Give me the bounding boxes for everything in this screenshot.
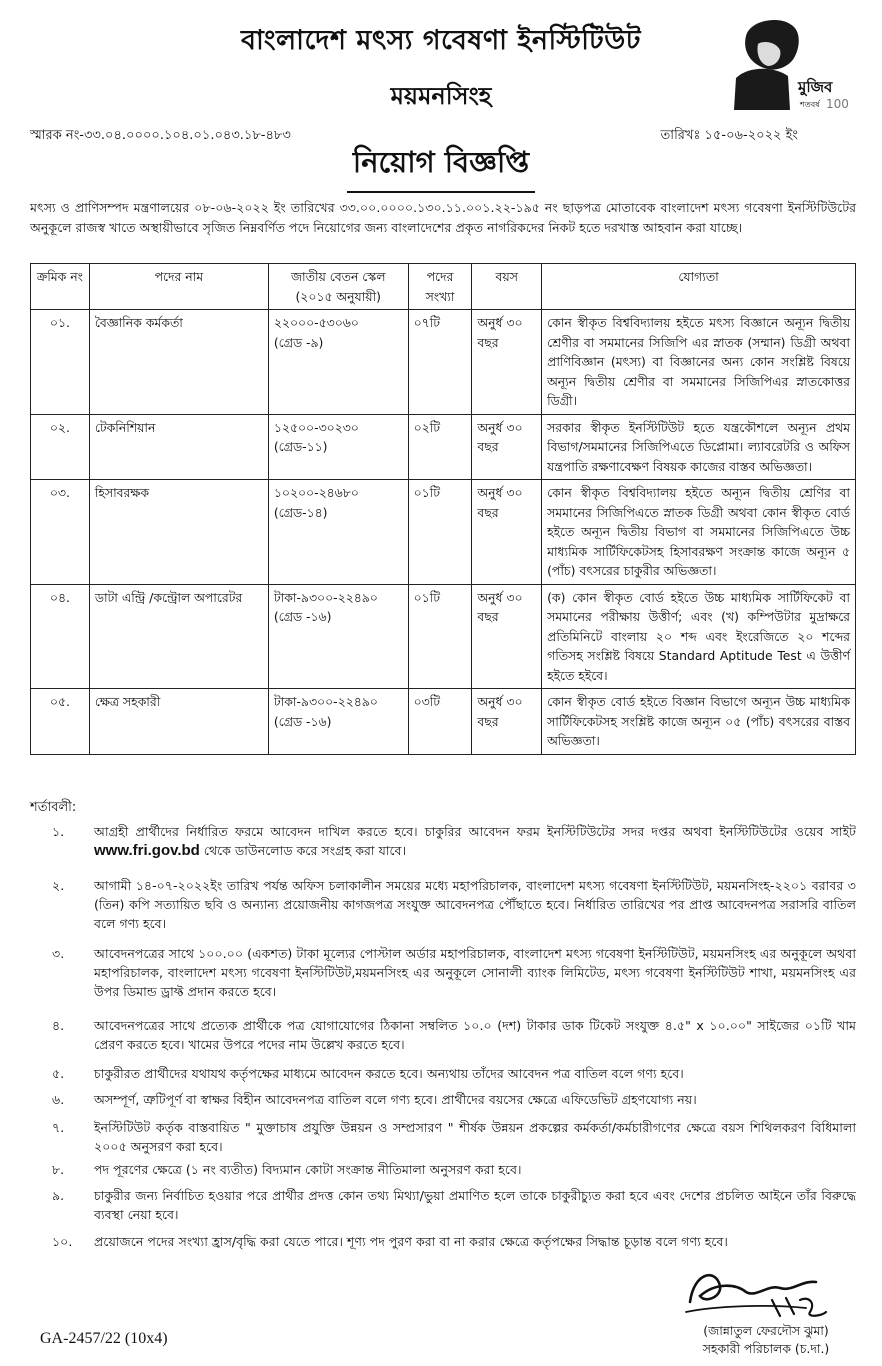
condition-item [30,1160,856,1179]
condition-item [30,822,856,860]
condition-item [30,1232,856,1251]
condition-text-part: আগ্রহী প্রার্থীদের নির্ধারিত ফরমে আবেদন দাখিল করতে হবে। চাকুরির আবেদন ফরম ইনস্টিটিউটের সদর দপ্তর অথবা ইনস্টিটিউটের ওয়েব সাইট [94,824,856,839]
row-qualification: কোন স্বীকৃত বোর্ড হইতে বিজ্ঞান বিভাগে অন্যূন উচ্চ মাধ্যমিক সার্টিফিকেটসহ সংশ্লিষ্ট কাজে অন্যূন ০৫ (পাঁচ) বৎসরের বাস্তব অভিজ্ঞতা। [542,689,856,755]
header-serial: ক্রমিক নং [31,264,90,310]
row-post: হিসাবরক্ষক [89,480,268,585]
row-qualification: কোন স্বীকৃত বিশ্ববিদ্যালয় হইতে অন্যূন দ্বিতীয় শ্রেণির বা সমমানের সিজিপিএতে স্নাতক ডিগ্রী অথবা কোন স্বীকৃত বোর্ড হইতে অন্যূন দ্বিতীয় বিভাগ বা সমমানের সিজিপিএতে উচ্চ মাধ্যমিক সার্টিফিকেটসহ হিসাবরক্ষণ সংক্রান্ত কাজে অন্যূন ৫ (পাঁচ) বৎসরের চাকুরীর অভিজ্ঞতা। [542,480,856,585]
scale-value: টাকা-৯৩০০-২২৪৯০ [273,589,378,605]
condition-number: ১০. [52,1234,73,1249]
condition-item [30,1118,856,1156]
scale-value: ১২৫০০-৩০২৩০ [273,419,359,435]
scale-value: ২২০০০-৫৩০৬০ [273,315,359,330]
row-count: ০১টি [408,480,472,585]
grade-value: (গ্রেড-১৪) [273,504,328,520]
condition-number: ২. [52,878,65,893]
intro-paragraph: মৎস্য ও প্রাণিসম্পদ মন্ত্রণালয়ের ০৮-০৬-২০২২ ইং তারিখের ৩৩.০০.০০০০.১৩০.১১.০০১.২২-১৯৫ নং ছাড়পত্র মোতাবেক বাংলাদেশ মৎস্য গবেষণা ইনস্টিটিউটের অনুকূলে রাজস্ব খাতে অস্থায়ীভাবে সৃজিত নিম্নবর্ণিত পদে নিয়োগের জন্য বাংলাদেশের প্রকৃত নাগরিকদের নিকট হতে দরখাস্ত আহবান করা যাচ্ছে। [30,200,856,235]
notice-title: নিয়োগ বিজ্ঞপ্তি [347,140,535,193]
condition-text: পদ পূরণের ক্ষেত্রে (১ নং ব্যতীত) বিদ্যমান কোটা সংক্রান্ত নীতিমালা অনুসরণ করা হবে। [94,1162,522,1177]
row-qualification: কোন স্বীকৃত বিশ্ববিদ্যালয় হইতে মৎস্য বিজ্ঞানে অন্যূন দ্বিতীয় শ্রেণীর বা সমমানের সিজিপি এর স্নাতক (সম্মান) ডিগ্রী অথবা প্রাণিবিজ্ঞান (মৎস্য) বা বিজ্ঞানের অন্য কোন সংশ্লিষ্ট বিষয়ে অন্যূন দ্বিতীয় শ্রেণীর বা সমমানের সিজিপিএর স্নাতকোত্তর ডিগ্রী। [542,310,856,415]
posts-table [30,263,856,755]
condition-number: ৯. [52,1188,65,1203]
condition-number: ৮. [52,1162,65,1177]
header-age: বয়স [472,264,542,310]
row-count: ০১টি [408,584,472,689]
mujib-borsho-logo [728,14,850,114]
row-post: ডাটা এন্ট্রি /কন্ট্রোল অপারেটর [89,584,268,689]
scale-value: ১০২০০-২৪৬৮০ [273,485,359,500]
advertisement-code: GA-2457/22 (10x4) [40,1330,168,1347]
table-row [31,689,856,755]
table-row [31,584,856,689]
condition-text: আবেদনপত্রের সাথে ১০০.০০ (একশত) টাকা মূল্যের পোস্টাল অর্ডার মহাপরিচালক, বাংলাদেশ মৎস্য গবেষণা ইনস্টিটিউট, ময়মনসিংহ এর অনুকূলে অথবা মহাপরিচালক, বাংলাদেশ মৎস্য গবেষণা ইনস্টিটিউট,ময়মনসিংহ এর অনুকূলে সোনালী ব্যাংক লিমিটেড, মৎস্য গবেষণা ইনস্টিটিউট শাখা, ময়মনসিংহ এর উপর ডিমান্ড ড্রাফ্ট প্রদান করতে হবে। [94,946,856,999]
condition-text: প্রয়োজনে পদের সংখ্যা হ্রাস/বৃদ্ধি করা যেতে পারে। শূণ্য পদ পুরণ করা বা না করার ক্ষেত্রে কর্তৃপক্ষের সিদ্ধান্ত চূড়ান্ত বলে গণ্য হবে। [94,1234,728,1249]
row-count: ০৩টি [408,689,472,755]
condition-text [94,822,856,860]
notice-title-wrap [0,140,882,193]
condition-text: অসম্পূর্ণ, ত্রুটিপূর্ণ বা স্বাক্ষর বিহীন আবেদনপত্র বাতিল বলে গণ্য হবে। প্রার্থীদের বয়সের ক্ষেত্রে এফিডেভিট গ্রহণযোগ্য নয়। [94,1092,697,1107]
condition-text: ইনস্টিটিউট কর্তৃক বাস্তবায়িত " মুক্তাচাষ প্রযুক্তি উন্নয়ন ও সম্প্রসারণ " শীর্ষক উন্নয়ন প্রকল্পের কর্মকর্তা/কর্মচারীগণের ক্ষেত্রে বয়স শিথিলকরণ বিধিমালা ২০০৫ অনুসরণ করা হবে। [94,1120,856,1154]
row-qualification: সরকার স্বীকৃত ইনস্টিটিউট হতে যন্ত্রকৌশলে অন্যূন প্রথম বিভাগ/সমমানের সিজিপিএতে ডিপ্লোমা। ল্যাবরেটরি ও অফিস যন্ত্রপাতি রক্ষণাবেক্ষণ বিষয়ক কাজের বাস্তব অভিজ্ঞতা। [542,414,856,480]
condition-text-part: থেকে ডাউনলোড করে সংগ্রহ করা যাবে। [203,843,407,858]
row-age: অনুর্ধ ৩০ বছর [472,310,542,415]
conditions-heading: শর্তাবলী: [30,800,77,815]
row-age: অনুর্ধ ৩০ বছর [472,414,542,480]
organization-location: ময়মনসিংহ [390,82,492,110]
header-count: পদের সংখ্যা [408,264,472,310]
condition-number: ৩. [52,946,65,961]
table-header-row [31,264,856,310]
grade-value: (গ্রেড -১৬) [273,713,332,729]
row-serial: ০২. [31,414,90,480]
condition-number: ৬. [52,1092,65,1107]
row-scale [268,480,408,585]
row-qualification: (ক) কোন স্বীকৃত বোর্ড হইতে উচ্চ মাধ্যমিক সার্টিফিকেট বা সমমানের পরীক্ষায় উত্তীর্ণ; এবং (খ) কম্পিউটার মুদ্রাক্ষরে প্রতিমিনিটে বাংলায় ২০ শব্দ এবং ইংরেজিতে ২০ শব্দের গতিসহ সংশ্লিষ্ট বিষয়ে Standard Aptitude Test এ উত্তীর্ণ হইতে হইবে। [542,584,856,689]
condition-text: চাকুরীর জন্য নির্বাচিত হওয়ার পরে প্রার্থীর প্রদত্ত কোন তথ্য মিথ্যা/ভুয়া প্রমাণিত হলে তাকে চাকুরীচ্যুত করা হবে এবং দেশের প্রচলিত আইনে তাঁর বিরুদ্ধে ব্যবস্থা নেয়া হবে। [94,1188,856,1222]
row-serial: ০৫. [31,689,90,755]
row-serial: ০৩. [31,480,90,585]
condition-number: ১. [52,824,65,839]
condition-item [30,1064,856,1083]
row-age: অনুর্ধ ৩০ বছর [472,689,542,755]
table-row [31,310,856,415]
scale-value: টাকা-৯৩০০-২২৪৯০ [273,694,378,709]
notice-date: তারিখঃ ১৫-০৬-২০২২ ইং [660,128,798,143]
logo-text-shotoborsho: শতবর্ষ [800,100,820,109]
condition-text: আবেদনপত্রের সাথে প্রত্যেক প্রার্থীকে পত্র যোগাযোগের ঠিকানা সম্বলিত ১০.০ (দশ) টাকার ডাক টিকেট সংযুক্ত ৪.৫" x ১০.০০" সাইজের ০১টি খাম প্রেরণ করতে হবে। খামের উপরে পদের নাম উল্লেখ করতে হবে। [94,1018,856,1052]
row-age: অনুর্ধ ৩০ বছর [472,480,542,585]
memo-number: স্মারক নং-৩৩.০৪.০০০০.১০৪.০১.০৪৩.১৮-৪৮৩ [30,128,291,143]
condition-item [30,1090,856,1109]
logo-text-mujib: মুজিব [798,78,833,96]
table-row [31,414,856,480]
signer-block [676,1322,856,1358]
logo-text-100: 100 [826,97,849,111]
condition-item [30,876,856,933]
handwritten-signature [676,1262,846,1324]
row-post: ক্ষেত্র সহকারী [89,689,268,755]
row-scale [268,310,408,415]
row-scale [268,584,408,689]
condition-item [30,1016,856,1054]
condition-number: ৭. [52,1120,65,1135]
header-scale: জাতীয় বেতন স্কেল (২০১৫ অনুযায়ী) [268,264,408,310]
row-count: ০৭টি [408,310,472,415]
row-scale [268,689,408,755]
table-row [31,480,856,585]
condition-number: ৪. [52,1018,65,1033]
signer-name: (জান্নাতুল ফেরদৌস ঝুমা) [703,1323,829,1338]
condition-item [30,1186,856,1224]
row-serial: ০৪. [31,584,90,689]
row-age: অনুর্ধ ৩০ বছর [472,584,542,689]
condition-item [30,944,856,1001]
grade-value: (গ্রেড -৯) [273,334,324,350]
grade-value: (গ্রেড-১১) [273,439,328,454]
condition-text: আগামী ১৪-০৭-২০২২ইং তারিখ পর্যন্ত অফিস চলাকালীন সময়ের মধ্যে মহাপরিচালক, বাংলাদেশ মৎস্য গবেষণা ইনস্টিটিউট, ময়মনসিংহ-২২০১ বরাবর ৩ (তিন) কপি সত্যায়িত ছবি ও অন্যান্য প্রয়োজনীয় কাগজপত্র সংযুক্ত আবেদনপত্র পৌঁছাতে হবে। নির্ধারিত তারিখের পর প্রাপ্ত আবেদনপত্র সরাসরি বাতিল বলে গণ্য হবে। [94,878,856,931]
row-serial: ০১. [31,310,90,415]
row-count: ০২টি [408,414,472,480]
grade-value: (গ্রেড -১৬) [273,609,332,624]
condition-text: চাকুরীরত প্রার্থীদের যথাযথ কর্তৃপক্ষের মাধ্যমে আবেদন করতে হবে। অন্যথায় তাঁদের আবেদন পত্র বাতিল বলে গণ্য হবে। [94,1066,684,1081]
row-post: বৈজ্ঞানিক কর্মকর্তা [89,310,268,415]
signer-designation: সহকারী পরিচালক (চ.দা.) [702,1341,830,1356]
header-qualification: যোগ্যতা [542,264,856,310]
header-post: পদের নাম [89,264,268,310]
row-post: টেকনিশিয়ান [89,414,268,480]
condition-number: ৫. [52,1066,65,1081]
organization-name: বাংলাদেশ মৎস্য গবেষণা ইনস্টিটিউট [241,25,641,56]
website-link[interactable]: www.fri.gov.bd [94,842,200,859]
row-scale [268,414,408,480]
